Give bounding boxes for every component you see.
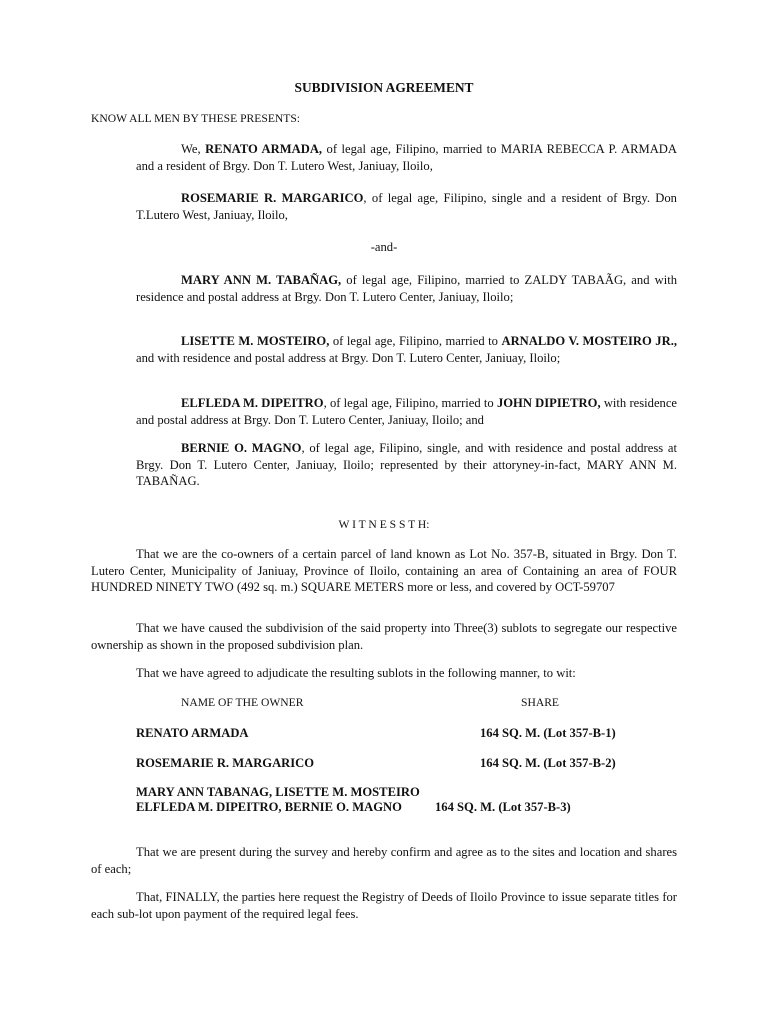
- witnesseth-heading: W I T N E S S T H:: [338, 518, 430, 531]
- spouse-name: JOHN DIPIETRO,: [496, 396, 601, 410]
- table-owner: ROSEMARIE R. MARGARICO: [136, 756, 315, 770]
- party-paragraph: [136, 333, 677, 366]
- table-owner: RENATO ARMADA: [136, 726, 249, 740]
- spouse-name: ARNALDO V. MOSTEIRO JR.,: [501, 334, 677, 348]
- clause-paragraph: That we are the co-owners of a certain parcel of land known as Lot No. 357-B, situated in Brgy. Don T. Lutero Center, Municipality of Janiuay, Province of Iloilo, containing an area of Containing an area of FOUR HUNDRED NINETY TWO (492 sq. m.) SQUARE METERS more or less, and covered by OCT-59707: [91, 547, 677, 595]
- party-details: , of legal age, Filipino, married to: [323, 396, 497, 410]
- party-details: , of legal age, Filipino, single, and with residence and postal address at Brgy. Don T. Lutero Center, Janiuay, Iloilo; represented by their attoryney-in-fact, MARY ANN M. TABAÑAG.: [136, 441, 677, 489]
- party-name: RENATO ARMADA,: [205, 142, 323, 156]
- party-details: of legal age, Filipino, married to: [329, 334, 502, 348]
- party-name: MARY ANN M. TABAÑAG,: [181, 273, 342, 287]
- party-paragraph: [136, 141, 677, 174]
- party-name: ELFLEDA M. DIPEITRO: [181, 396, 324, 410]
- table-header-share: SHARE: [521, 696, 560, 709]
- party-details: , of legal age, Filipino, single and a resident of Brgy. Don T.Lutero West, Janiuay, Iloilo,: [136, 191, 677, 222]
- and-separator: -and-: [370, 240, 398, 254]
- party-details: with residence and postal address at Brgy. Don T. Lutero Center, Janiuay, Iloilo; and: [136, 396, 678, 427]
- party-paragraph: [136, 272, 677, 305]
- document-title: SUBDIVISION AGREEMENT: [294, 80, 474, 95]
- table-share: 164 SQ. M. (Lot 357-B-1): [480, 726, 616, 740]
- clause-paragraph: That we have agreed to adjudicate the resulting sublots in the following manner, to wit:: [136, 666, 576, 680]
- table-share: 164 SQ. M. (Lot 357-B-3): [435, 800, 571, 814]
- party-details: of legal age, Filipino, married to MARIA REBECCA P. ARMADA and a resident of Brgy. Don T. Lutero West, Janiuay, Iloilo,: [136, 142, 677, 173]
- party-name: ROSEMARIE R. MARGARICO: [181, 191, 364, 205]
- closing-paragraph: That, FINALLY, the parties here request the Registry of Deeds of Iloilo Province to issue separate titles for each sub-lot upon payment of the required legal fees.: [91, 890, 677, 921]
- party-paragraph: [136, 395, 677, 428]
- table-share: 164 SQ. M. (Lot 357-B-2): [480, 756, 616, 770]
- table-owner: MARY ANN TABANAG, LISETTE M. MOSTEIRO: [136, 785, 420, 799]
- party-details: of legal age, Filipino, married to ZALDY TABAÃG, and with residence and postal address at Brgy. Don T. Lutero Center, Janiuay, Iloilo;: [136, 273, 677, 304]
- party-details: and with residence and postal address at Brgy. Don T. Lutero Center, Janiuay, Iloilo;: [136, 350, 561, 365]
- party-paragraph: [136, 190, 677, 223]
- table-header-owner: NAME OF THE OWNER: [181, 696, 304, 709]
- party-prefix: We,: [181, 142, 206, 156]
- table-owner-continued: ELFLEDA M. DIPEITRO, BERNIE O. MAGNO: [136, 800, 402, 814]
- closing-paragraph: That we are present during the survey and hereby confirm and agree as to the sites and location and shares of each;: [91, 845, 677, 876]
- party-name: LISETTE M. MOSTEIRO,: [181, 334, 330, 348]
- intro-line: KNOW ALL MEN BY THESE PRESENTS:: [91, 112, 301, 125]
- party-paragraph: [136, 440, 677, 490]
- clause-paragraph: That we have caused the subdivision of the said property into Three(3) sublots to segregate our respective ownership as shown in the proposed subdivision plan.: [91, 621, 677, 652]
- party-name: BERNIE O. MAGNO: [181, 441, 302, 455]
